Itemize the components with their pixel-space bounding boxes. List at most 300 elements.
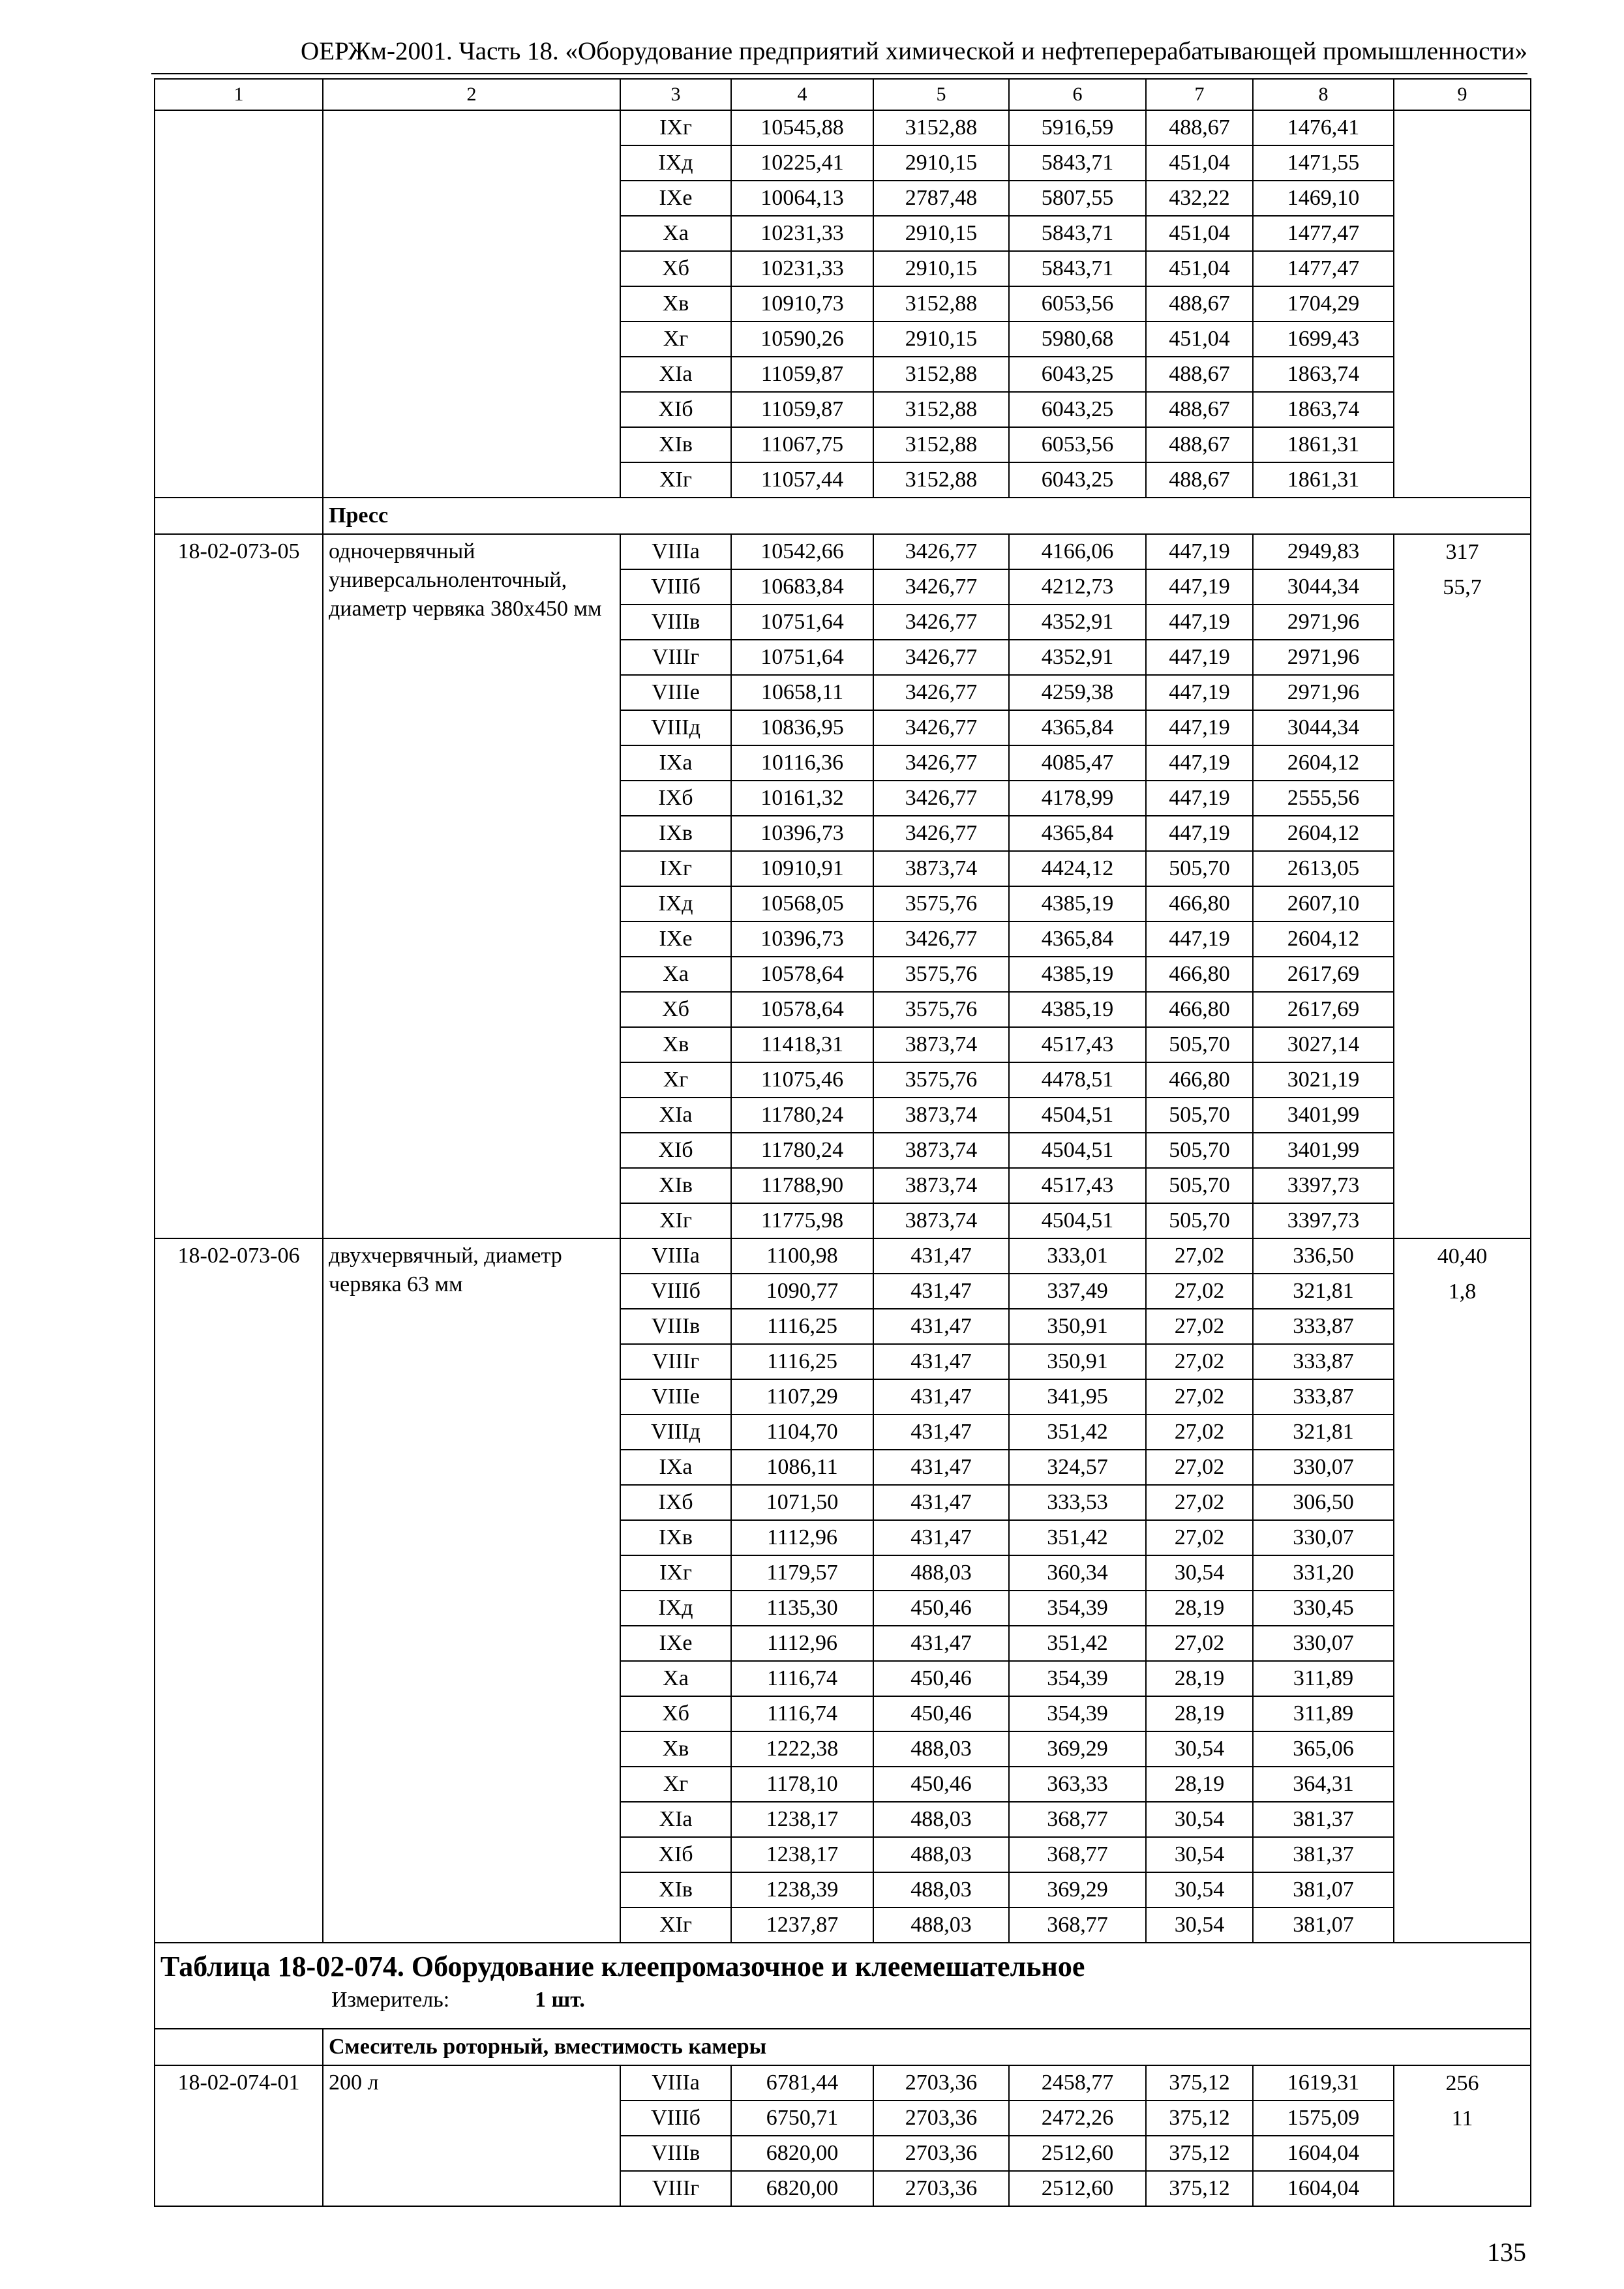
machinist-wages: 466,80 <box>1146 1062 1253 1098</box>
materials-cost: 365,06 <box>1253 1731 1394 1767</box>
machinist-wages: 27,02 <box>1146 1344 1253 1379</box>
labor-wages: 3426,77 <box>873 605 1009 640</box>
measure-label: Измеритель: <box>331 1988 450 2012</box>
labor-wages: 3426,77 <box>873 781 1009 816</box>
zone-code: VIIIв <box>620 1309 731 1344</box>
zone-code: VIIIб <box>620 569 731 605</box>
machine-operation: 350,91 <box>1009 1309 1146 1344</box>
machinist-wages: 505,70 <box>1146 1098 1253 1133</box>
machinist-wages: 27,02 <box>1146 1520 1253 1555</box>
column-number-7: 7 <box>1146 79 1253 110</box>
machine-operation: 351,42 <box>1009 1520 1146 1555</box>
materials-cost: 364,31 <box>1253 1767 1394 1802</box>
zone-code: XIа <box>620 357 731 392</box>
materials-cost: 2971,96 <box>1253 605 1394 640</box>
equipment-mass: 55,7 <box>1443 575 1482 599</box>
zone-code: IXг <box>620 110 731 145</box>
total-cost: 1112,96 <box>731 1626 873 1661</box>
zone-code: IXд <box>620 886 731 921</box>
labor-wages: 431,47 <box>873 1450 1009 1485</box>
machine-operation: 5843,71 <box>1009 216 1146 251</box>
materials-cost: 1575,09 <box>1253 2101 1394 2136</box>
materials-cost: 311,89 <box>1253 1661 1394 1696</box>
machine-operation: 4259,38 <box>1009 675 1146 710</box>
labor-wages: 2910,15 <box>873 145 1009 181</box>
machinist-wages: 505,70 <box>1146 1133 1253 1168</box>
rate-code: 18-02-073-05 <box>155 534 323 1238</box>
materials-cost: 330,07 <box>1253 1520 1394 1555</box>
equipment-name: одночервячный универсальноленточный, диаметр червяка 380х450 мм <box>323 534 620 1238</box>
machine-operation: 5807,55 <box>1009 181 1146 216</box>
total-cost: 10658,11 <box>731 675 873 710</box>
labor-wages: 2910,15 <box>873 251 1009 286</box>
zone-code: IXб <box>620 781 731 816</box>
machine-operation: 5980,68 <box>1009 322 1146 357</box>
zone-code: Xа <box>620 1661 731 1696</box>
total-cost: 10751,64 <box>731 605 873 640</box>
measure-line <box>331 1985 1530 2015</box>
machinist-wages: 432,22 <box>1146 181 1253 216</box>
labor-wages: 431,47 <box>873 1344 1009 1379</box>
labor-wages: 488,03 <box>873 1731 1009 1767</box>
labor-wages: 488,03 <box>873 1837 1009 1872</box>
total-cost: 1116,74 <box>731 1661 873 1696</box>
machinist-wages: 451,04 <box>1146 216 1253 251</box>
machine-operation: 369,29 <box>1009 1872 1146 1908</box>
machinist-wages: 28,19 <box>1146 1661 1253 1696</box>
materials-cost: 1471,55 <box>1253 145 1394 181</box>
total-cost: 10578,64 <box>731 957 873 992</box>
machinist-wages: 447,19 <box>1146 921 1253 957</box>
machinist-wages: 488,67 <box>1146 392 1253 427</box>
materials-cost: 2971,96 <box>1253 675 1394 710</box>
machine-operation: 4517,43 <box>1009 1027 1146 1062</box>
labor-wages: 3152,88 <box>873 462 1009 498</box>
machinist-wages: 30,54 <box>1146 1872 1253 1908</box>
machine-operation: 4424,12 <box>1009 851 1146 886</box>
machinist-wages: 505,70 <box>1146 1027 1253 1062</box>
materials-cost: 1604,04 <box>1253 2136 1394 2171</box>
labor-hours: 256 <box>1445 2071 1479 2095</box>
machinist-wages: 30,54 <box>1146 1837 1253 1872</box>
machine-operation: 351,42 <box>1009 1414 1146 1450</box>
labor-wages: 3426,77 <box>873 745 1009 781</box>
total-cost: 1238,17 <box>731 1802 873 1837</box>
total-cost: 1090,77 <box>731 1274 873 1309</box>
machinist-wages: 27,02 <box>1146 1274 1253 1309</box>
machinist-wages: 447,19 <box>1146 816 1253 851</box>
machine-operation: 4085,47 <box>1009 745 1146 781</box>
machine-operation: 5843,71 <box>1009 145 1146 181</box>
machine-operation: 368,77 <box>1009 1837 1146 1872</box>
zone-code: Xг <box>620 322 731 357</box>
total-cost: 10910,91 <box>731 851 873 886</box>
machine-operation: 4352,91 <box>1009 605 1146 640</box>
table-row <box>155 110 1531 145</box>
total-cost: 1086,11 <box>731 1450 873 1485</box>
total-cost: 10910,73 <box>731 286 873 322</box>
zone-code: XIа <box>620 1802 731 1837</box>
machine-operation: 4365,84 <box>1009 921 1146 957</box>
zone-code: VIIIа <box>620 534 731 569</box>
materials-cost: 1476,41 <box>1253 110 1394 145</box>
machinist-wages: 488,67 <box>1146 357 1253 392</box>
zone-code: IXб <box>620 1485 731 1520</box>
zone-code: Xв <box>620 1731 731 1767</box>
labor-wages: 450,46 <box>873 1661 1009 1696</box>
materials-cost: 381,37 <box>1253 1837 1394 1872</box>
materials-cost: 381,07 <box>1253 1908 1394 1943</box>
machine-operation: 324,57 <box>1009 1450 1146 1485</box>
zone-code: VIIIа <box>620 2065 731 2101</box>
zone-code: Xб <box>620 992 731 1027</box>
labor-wages: 2910,15 <box>873 322 1009 357</box>
materials-cost: 1604,04 <box>1253 2171 1394 2206</box>
machine-operation: 354,39 <box>1009 1591 1146 1626</box>
labor-wages: 488,03 <box>873 1555 1009 1591</box>
column-number-9: 9 <box>1394 79 1531 110</box>
labor-wages: 3426,77 <box>873 816 1009 851</box>
materials-cost: 3401,99 <box>1253 1133 1394 1168</box>
machinist-wages: 488,67 <box>1146 110 1253 145</box>
total-cost: 10590,26 <box>731 322 873 357</box>
column-number-6: 6 <box>1009 79 1146 110</box>
labor-wages: 3426,77 <box>873 569 1009 605</box>
machinist-wages: 447,19 <box>1146 534 1253 569</box>
total-cost: 11059,87 <box>731 357 873 392</box>
table-row <box>155 2065 1531 2101</box>
machinist-wages: 447,19 <box>1146 640 1253 675</box>
zone-code: VIIIг <box>620 2171 731 2206</box>
materials-cost: 2971,96 <box>1253 640 1394 675</box>
labor-wages: 2910,15 <box>873 216 1009 251</box>
materials-cost: 3044,34 <box>1253 710 1394 745</box>
total-cost: 10231,33 <box>731 216 873 251</box>
materials-cost: 1704,29 <box>1253 286 1394 322</box>
zone-code: VIIIв <box>620 2136 731 2171</box>
materials-cost: 330,07 <box>1253 1626 1394 1661</box>
zone-code: VIIIб <box>620 2101 731 2136</box>
column-number-8: 8 <box>1253 79 1394 110</box>
total-cost: 11788,90 <box>731 1168 873 1203</box>
labor-hours: 317 <box>1445 540 1479 564</box>
column-number-5: 5 <box>873 79 1009 110</box>
labor-wages: 3873,74 <box>873 1133 1009 1168</box>
total-cost: 11780,24 <box>731 1133 873 1168</box>
materials-cost: 2604,12 <box>1253 921 1394 957</box>
materials-cost: 336,50 <box>1253 1238 1394 1274</box>
zone-code: IXе <box>620 1626 731 1661</box>
zone-code: XIв <box>620 1872 731 1908</box>
total-cost: 10545,88 <box>731 110 873 145</box>
materials-cost: 3401,99 <box>1253 1098 1394 1133</box>
total-cost: 11059,87 <box>731 392 873 427</box>
labor-wages: 3426,77 <box>873 640 1009 675</box>
labor-wages: 3873,74 <box>873 851 1009 886</box>
machinist-wages: 30,54 <box>1146 1555 1253 1591</box>
machinist-wages: 30,54 <box>1146 1731 1253 1767</box>
machine-operation: 6043,25 <box>1009 462 1146 498</box>
labor-wages: 2703,36 <box>873 2136 1009 2171</box>
machinist-wages: 447,19 <box>1146 745 1253 781</box>
machine-operation: 2458,77 <box>1009 2065 1146 2101</box>
machine-operation: 4517,43 <box>1009 1168 1146 1203</box>
zone-code: VIIIд <box>620 710 731 745</box>
total-cost: 1104,70 <box>731 1414 873 1450</box>
machinist-wages: 447,19 <box>1146 675 1253 710</box>
zone-code: IXг <box>620 851 731 886</box>
labor-wages: 3575,76 <box>873 1062 1009 1098</box>
machine-operation: 351,42 <box>1009 1626 1146 1661</box>
labor-wages: 3873,74 <box>873 1098 1009 1133</box>
zone-code: Xб <box>620 251 731 286</box>
machine-operation: 4504,51 <box>1009 1098 1146 1133</box>
page-number: 135 <box>1487 2237 1526 2267</box>
materials-cost: 3027,14 <box>1253 1027 1394 1062</box>
zone-code: XIг <box>620 1203 731 1238</box>
machine-operation: 4178,99 <box>1009 781 1146 816</box>
labor-wages: 3873,74 <box>873 1168 1009 1203</box>
zone-code: VIIIб <box>620 1274 731 1309</box>
labor-wages: 3873,74 <box>873 1203 1009 1238</box>
labor-wages: 450,46 <box>873 1696 1009 1731</box>
machine-operation: 4504,51 <box>1009 1203 1146 1238</box>
total-cost: 1100,98 <box>731 1238 873 1274</box>
materials-cost: 2949,83 <box>1253 534 1394 569</box>
machine-operation: 6053,56 <box>1009 427 1146 462</box>
materials-cost: 1863,74 <box>1253 357 1394 392</box>
zone-code: XIб <box>620 1133 731 1168</box>
labor-wages: 431,47 <box>873 1414 1009 1450</box>
zone-code: Xг <box>620 1767 731 1802</box>
zone-code: IXд <box>620 1591 731 1626</box>
machine-operation: 337,49 <box>1009 1274 1146 1309</box>
total-cost: 6781,44 <box>731 2065 873 2101</box>
zone-code: XIг <box>620 462 731 498</box>
total-cost: 11418,31 <box>731 1027 873 1062</box>
machinist-wages: 28,19 <box>1146 1696 1253 1731</box>
column-number-1: 1 <box>155 79 323 110</box>
machinist-wages: 447,19 <box>1146 710 1253 745</box>
table-title-cell <box>155 1943 1531 2029</box>
labor-wages: 431,47 <box>873 1238 1009 1274</box>
machine-operation: 363,33 <box>1009 1767 1146 1802</box>
materials-cost: 1861,31 <box>1253 427 1394 462</box>
machine-operation: 4212,73 <box>1009 569 1146 605</box>
total-cost: 10683,84 <box>731 569 873 605</box>
labor-wages: 431,47 <box>873 1379 1009 1414</box>
materials-cost: 3397,73 <box>1253 1168 1394 1203</box>
labor-wages: 3152,88 <box>873 357 1009 392</box>
machinist-wages: 447,19 <box>1146 781 1253 816</box>
materials-cost: 321,81 <box>1253 1414 1394 1450</box>
machinist-wages: 375,12 <box>1146 2065 1253 2101</box>
zone-code: IXд <box>620 145 731 181</box>
column-number-4: 4 <box>731 79 873 110</box>
machine-operation: 2472,26 <box>1009 2101 1146 2136</box>
total-cost: 1237,87 <box>731 1908 873 1943</box>
materials-cost: 1863,74 <box>1253 392 1394 427</box>
rates-table <box>154 78 1531 2207</box>
machine-operation: 6053,56 <box>1009 286 1146 322</box>
total-cost: 1107,29 <box>731 1379 873 1414</box>
column-number-3: 3 <box>620 79 731 110</box>
zone-code: XIб <box>620 392 731 427</box>
machine-operation: 368,77 <box>1009 1802 1146 1837</box>
total-cost: 1238,17 <box>731 1837 873 1872</box>
labor-wages: 488,03 <box>873 1908 1009 1943</box>
machinist-wages: 375,12 <box>1146 2136 1253 2171</box>
machine-operation: 4352,91 <box>1009 640 1146 675</box>
labor-wages: 450,46 <box>873 1591 1009 1626</box>
labor-wages: 431,47 <box>873 1485 1009 1520</box>
group-heading: Пресс <box>323 498 1531 534</box>
machinist-wages: 28,19 <box>1146 1767 1253 1802</box>
table-title: Таблица 18-02-074. Оборудование клеепромазочное и клеемешательное <box>160 1951 1085 1982</box>
machine-operation: 4166,06 <box>1009 534 1146 569</box>
machine-operation: 354,39 <box>1009 1661 1146 1696</box>
labor-wages: 488,03 <box>873 1872 1009 1908</box>
labor-wages: 3575,76 <box>873 957 1009 992</box>
zone-code: VIIIд <box>620 1414 731 1450</box>
group-heading-row <box>155 498 1531 534</box>
total-cost: 11057,44 <box>731 462 873 498</box>
labor-wages: 431,47 <box>873 1520 1009 1555</box>
labor-wages: 3426,77 <box>873 710 1009 745</box>
zone-code: VIIIе <box>620 1379 731 1414</box>
machinist-wages: 27,02 <box>1146 1450 1253 1485</box>
machinist-wages: 466,80 <box>1146 957 1253 992</box>
machinist-wages: 30,54 <box>1146 1908 1253 1943</box>
machine-operation: 4504,51 <box>1009 1133 1146 1168</box>
machine-operation: 368,77 <box>1009 1908 1146 1943</box>
materials-cost: 3397,73 <box>1253 1203 1394 1238</box>
zone-code: IXа <box>620 1450 731 1485</box>
labor-wages: 3152,88 <box>873 110 1009 145</box>
machinist-wages: 488,67 <box>1146 462 1253 498</box>
zone-code: Xа <box>620 216 731 251</box>
zone-code: IXе <box>620 181 731 216</box>
materials-cost: 2613,05 <box>1253 851 1394 886</box>
materials-cost: 3021,19 <box>1253 1062 1394 1098</box>
labor-wages: 3152,88 <box>873 392 1009 427</box>
machinist-wages: 375,12 <box>1146 2171 1253 2206</box>
labor-wages: 3575,76 <box>873 886 1009 921</box>
document-header: ОЕРЖм-2001. Часть 18. «Оборудование предприятий химической и нефтеперерабатывающей промышленности» <box>301 37 1527 65</box>
zone-code: Xг <box>620 1062 731 1098</box>
materials-cost: 1469,10 <box>1253 181 1394 216</box>
machine-operation: 360,34 <box>1009 1555 1146 1591</box>
zone-code: Xв <box>620 1027 731 1062</box>
machinist-wages: 447,19 <box>1146 569 1253 605</box>
zone-code: XIа <box>620 1098 731 1133</box>
equipment-mass: 1,8 <box>1448 1279 1477 1304</box>
machinist-wages: 451,04 <box>1146 145 1253 181</box>
zone-code: XIг <box>620 1908 731 1943</box>
machine-operation: 5916,59 <box>1009 110 1146 145</box>
labor-wages: 3873,74 <box>873 1027 1009 1062</box>
total-cost: 1116,25 <box>731 1309 873 1344</box>
machinist-wages: 488,67 <box>1146 286 1253 322</box>
rate-code <box>155 110 323 498</box>
zone-code: IXг <box>620 1555 731 1591</box>
total-cost: 10231,33 <box>731 251 873 286</box>
total-cost: 10225,41 <box>731 145 873 181</box>
column-number-row <box>155 79 1531 110</box>
zone-code: IXе <box>620 921 731 957</box>
labor-wages: 3426,77 <box>873 675 1009 710</box>
zone-code: IXа <box>620 745 731 781</box>
machinist-wages: 451,04 <box>1146 251 1253 286</box>
total-cost: 6820,00 <box>731 2171 873 2206</box>
total-cost: 10396,73 <box>731 921 873 957</box>
machinist-wages: 27,02 <box>1146 1485 1253 1520</box>
machinist-wages: 451,04 <box>1146 322 1253 357</box>
header-rule <box>151 73 1527 74</box>
machinist-wages: 30,54 <box>1146 1802 1253 1837</box>
total-cost: 11775,98 <box>731 1203 873 1238</box>
materials-cost: 2617,69 <box>1253 957 1394 992</box>
rate-code: 18-02-073-06 <box>155 1238 323 1943</box>
machinist-wages: 505,70 <box>1146 851 1253 886</box>
total-cost: 11075,46 <box>731 1062 873 1098</box>
total-cost: 11780,24 <box>731 1098 873 1133</box>
machinist-wages: 466,80 <box>1146 886 1253 921</box>
machine-operation: 350,91 <box>1009 1344 1146 1379</box>
column-number-2: 2 <box>323 79 620 110</box>
total-cost: 1178,10 <box>731 1767 873 1802</box>
total-cost: 10751,64 <box>731 640 873 675</box>
materials-cost: 330,07 <box>1253 1450 1394 1485</box>
zone-code: VIIIе <box>620 675 731 710</box>
labor-wages: 3426,77 <box>873 921 1009 957</box>
materials-cost: 2604,12 <box>1253 816 1394 851</box>
materials-cost: 2604,12 <box>1253 745 1394 781</box>
machinist-wages: 447,19 <box>1146 605 1253 640</box>
materials-cost: 306,50 <box>1253 1485 1394 1520</box>
total-cost: 10396,73 <box>731 816 873 851</box>
equipment-name: двухчервячный, диаметр червяка 63 мм <box>323 1238 620 1943</box>
machinist-wages: 27,02 <box>1146 1379 1253 1414</box>
labor-wages: 431,47 <box>873 1626 1009 1661</box>
total-cost: 1112,96 <box>731 1520 873 1555</box>
machinist-wages: 27,02 <box>1146 1414 1253 1450</box>
materials-cost: 3044,34 <box>1253 569 1394 605</box>
labor-and-mass-cell <box>1394 534 1531 1238</box>
labor-wages: 431,47 <box>873 1274 1009 1309</box>
total-cost: 11067,75 <box>731 427 873 462</box>
machinist-wages: 27,02 <box>1146 1238 1253 1274</box>
machine-operation: 4478,51 <box>1009 1062 1146 1098</box>
labor-wages: 2703,36 <box>873 2171 1009 2206</box>
total-cost: 6820,00 <box>731 2136 873 2171</box>
total-cost: 1116,74 <box>731 1696 873 1731</box>
zone-code: Xа <box>620 957 731 992</box>
machinist-wages: 505,70 <box>1146 1203 1253 1238</box>
labor-wages: 3152,88 <box>873 286 1009 322</box>
zone-code: XIб <box>620 1837 731 1872</box>
materials-cost: 381,07 <box>1253 1872 1394 1908</box>
machine-operation: 369,29 <box>1009 1731 1146 1767</box>
machinist-wages: 27,02 <box>1146 1626 1253 1661</box>
total-cost: 1179,57 <box>731 1555 873 1591</box>
machinist-wages: 466,80 <box>1146 992 1253 1027</box>
zone-code: Xб <box>620 1696 731 1731</box>
labor-and-mass-cell <box>1394 2065 1531 2206</box>
machine-operation: 341,95 <box>1009 1379 1146 1414</box>
machine-operation: 4385,19 <box>1009 957 1146 992</box>
labor-wages: 488,03 <box>873 1802 1009 1837</box>
